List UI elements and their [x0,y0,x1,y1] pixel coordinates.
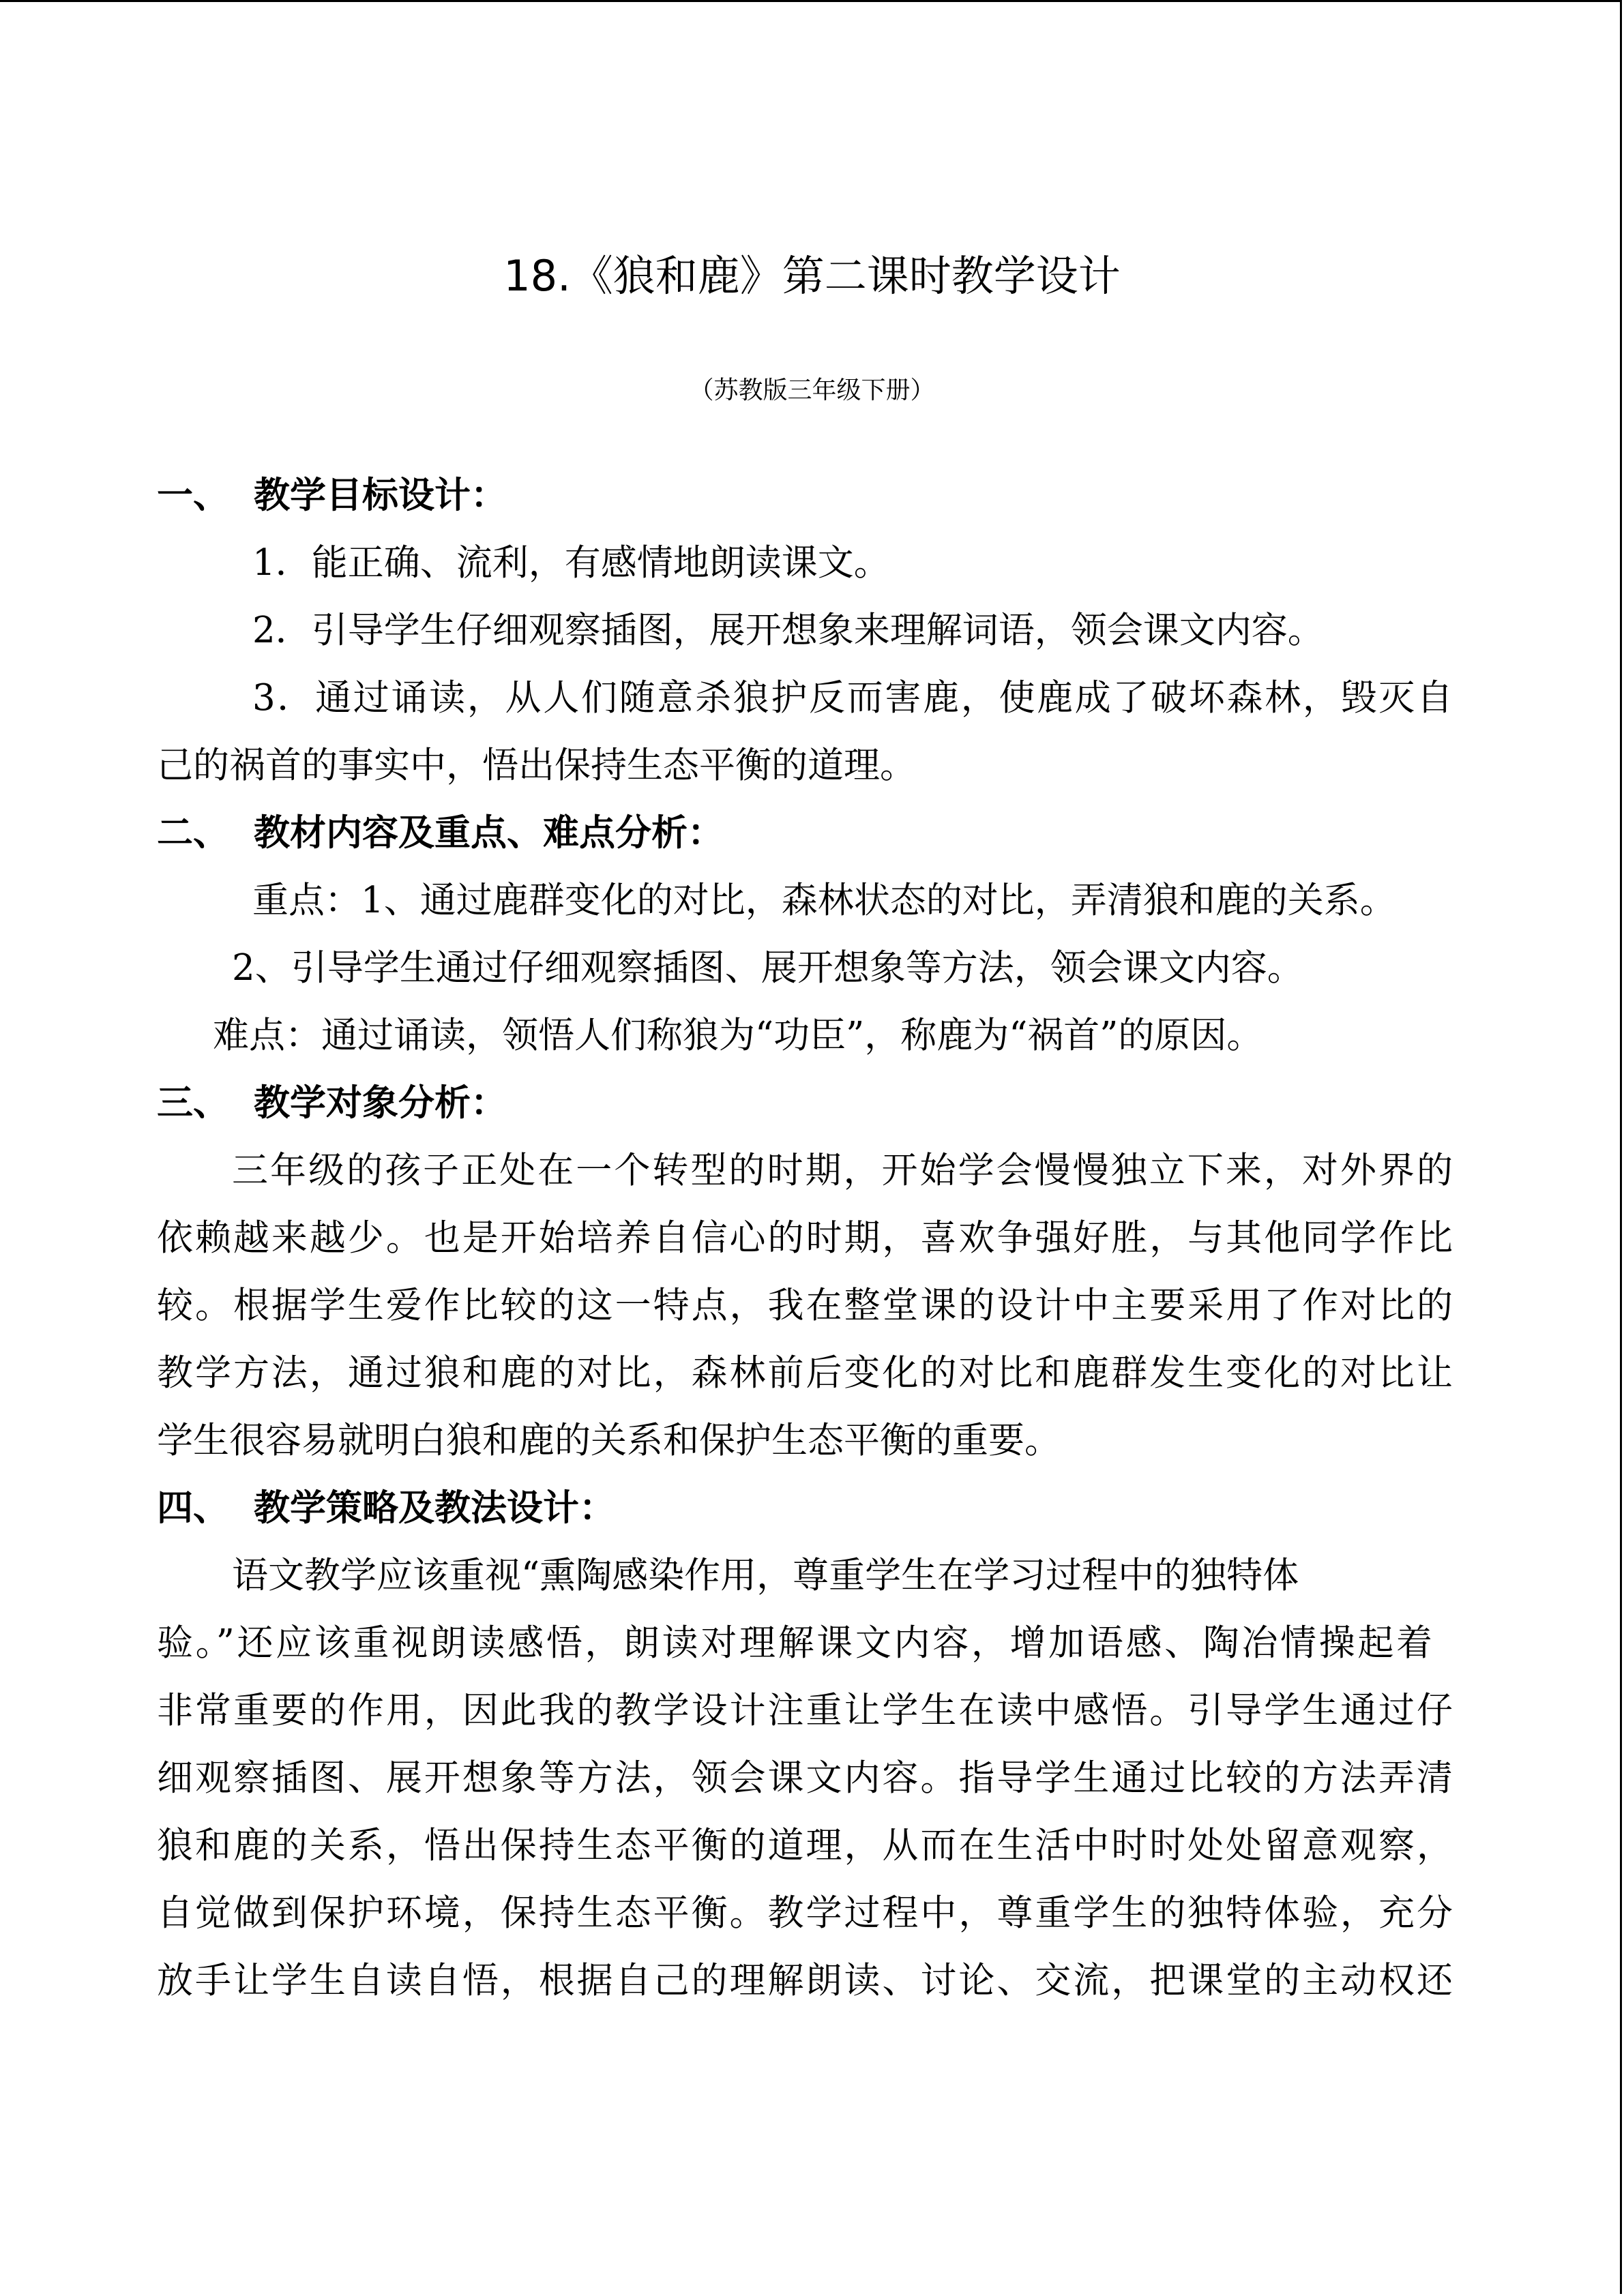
section-2-title: 教材内容及重点、难点分析： [254,812,724,854]
section-2-heading [157,809,724,857]
paragraph-line: 教学方法，通过狼和鹿的对比，森林前后变化的对比和鹿群发生变化的对比让 [157,1352,1453,1394]
paragraph-line: 语文教学应该重视“熏陶感染作用，尊重学生在学习过程中的独特体 [232,1555,1299,1596]
paragraph-line: 三年级的孩子正处在一个转型的时期，开始学会慢慢独立下来，对外界的 [232,1150,1453,1191]
paragraph-line: 狼和鹿的关系，悟出保持生态平衡的道理，从而在生活中时时处处留意观察， [157,1825,1453,1866]
document-subtitle: （苏教版三年级下册） [689,376,935,404]
section-3-number: 三、 [157,1082,229,1124]
paragraph-line: 较。根据学生爱作比较的这一特点，我在整堂课的设计中主要采用了作对比的 [157,1285,1453,1326]
paragraph-line: 学生很容易就明白狼和鹿的关系和保护生态平衡的重要。 [157,1420,1061,1461]
paragraph-line: 非常重要的作用，因此我的教学设计注重让学生在读中感悟。引导学生通过仔 [157,1690,1453,1731]
document-title: 18.《狼和鹿》第二课时教学设计 [503,251,1121,301]
section-2-number: 二、 [157,812,229,854]
difficulty-line: 难点：通过诵读，领悟人们称狼为“功臣”，称鹿为“祸首”的原因。 [213,1015,1263,1056]
objective-item: 3．通过诵读，从人们随意杀狼护反而害鹿，使鹿成了破坏森林，毁灭自 [252,677,1453,719]
objective-item: 1．能正确、流利，有感情地朗读课文。 [252,542,890,584]
section-1-heading [157,472,507,520]
section-4-heading [157,1485,615,1532]
section-3-heading [157,1079,507,1127]
paragraph-line: 验。”还应该重视朗读感悟，朗读对理解课文内容，增加语感、陶冶情操起着 [157,1622,1432,1664]
section-1-title: 教学目标设计： [254,475,507,516]
objective-item: 2．引导学生仔细观察插图，展开想象来理解词语，领会课文内容。 [252,610,1324,651]
objective-item-continued: 己的祸首的事实中，悟出保持生态平衡的道理。 [157,745,916,786]
key-point-line: 2、引导学生通过仔细观察插图、展开想象等方法，领会课文内容。 [232,947,1303,989]
section-1-number: 一、 [157,475,229,516]
paragraph-line: 放手让学生自读自悟，根据自己的理解朗读、讨论、交流，把课堂的主动权还 [157,1960,1453,2001]
key-point-line: 重点：1、通过鹿群变化的对比，森林状态的对比，弄清狼和鹿的关系。 [252,880,1396,921]
section-3-title: 教学对象分析： [254,1082,507,1124]
paragraph-line: 细观察插图、展开想象等方法，领会课文内容。指导学生通过比较的方法弄清 [157,1757,1453,1799]
section-4-title: 教学策略及教法设计： [254,1487,615,1529]
section-4-number: 四、 [157,1487,229,1529]
paragraph-line: 自觉做到保护环境，保持生态平衡。教学过程中，尊重学生的独特体验，充分 [157,1892,1453,1934]
paragraph-line: 依赖越来越少。也是开始培养自信心的时期，喜欢争强好胜，与其他同学作比 [157,1217,1453,1259]
